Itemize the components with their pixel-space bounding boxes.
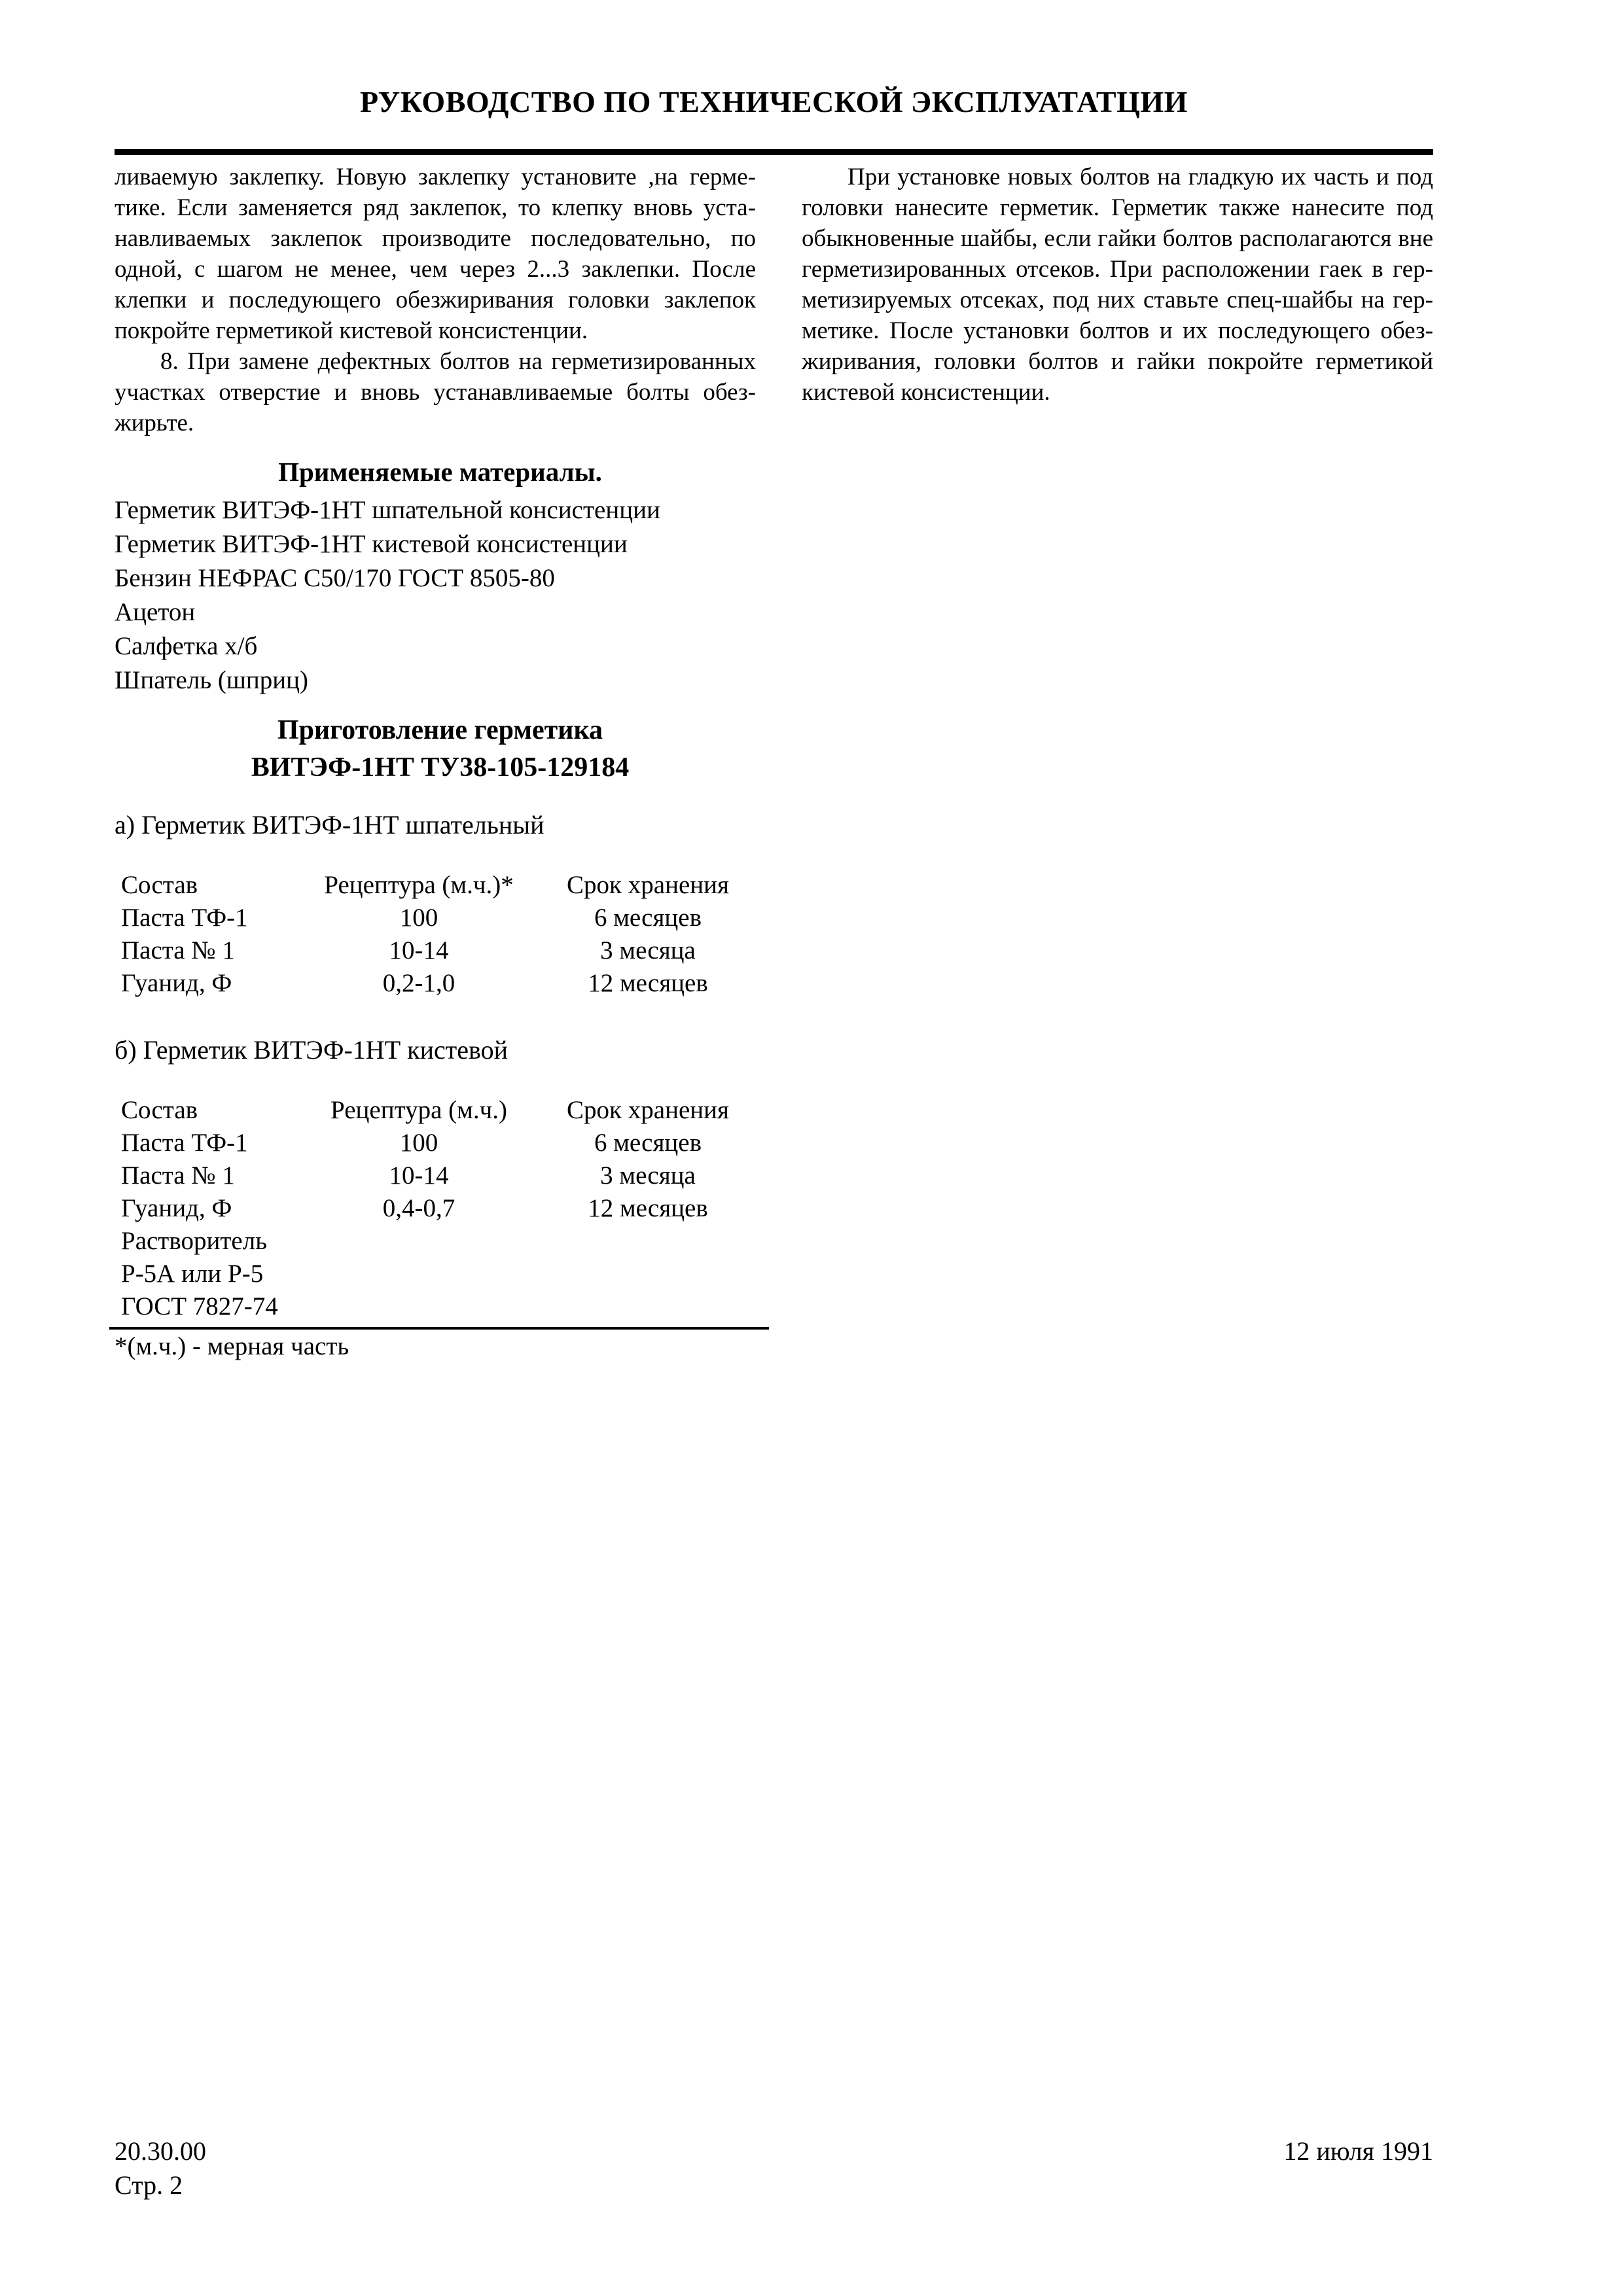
text-line: При установке новых болтов на гладкую их часть и под	[847, 164, 1433, 190]
paragraph-item8	[115, 346, 756, 438]
table-b-header-row	[115, 1094, 766, 1127]
table-cell: Растворитель	[121, 1227, 267, 1255]
table-cell: Гуанид, Ф	[121, 1194, 232, 1222]
page-content	[115, 84, 1433, 1364]
text-line: кистевой консистенции.	[802, 379, 1050, 406]
text-line: Шпатель (шприц)	[115, 666, 308, 694]
text-line: ливаемую заклепку. Новую заклепку установите ,на герме-	[115, 164, 756, 190]
table-cell: Состав	[121, 871, 198, 899]
table-cell: 12 месяцев	[588, 969, 708, 997]
text-line: Ацетон	[115, 598, 196, 626]
text-line: Салфетка х/б	[115, 632, 258, 660]
table-cell: ГОСТ 7827-74	[121, 1292, 278, 1320]
table-cell: Паста № 1	[121, 1161, 235, 1190]
table-b-body	[115, 1127, 766, 1323]
two-column-body	[115, 162, 1433, 438]
text-line: метизируемых отсеках, под них ставьте спец-шайбы на гер-	[802, 287, 1433, 313]
table-row	[115, 1290, 766, 1323]
table-a-header-row	[115, 869, 766, 902]
text-line: Герметик ВИТЭФ-1НТ шпательной консистенции	[115, 496, 660, 524]
text-line: головки нанесите герметик. Герметик также нанесите под	[802, 194, 1433, 221]
preparation-heading-line2: ВИТЭФ-1НТ ТУ38-105-129184	[251, 752, 630, 783]
text-line: навливаемых заклепок производите последовательно, по	[115, 225, 756, 252]
footer-date: 12 июля 1991	[1283, 2136, 1433, 2166]
table-cell: 6 месяцев	[594, 904, 702, 932]
table-row	[115, 1192, 766, 1225]
column-left	[115, 162, 756, 438]
text-line: клепки и последующего обезжиривания головки заклепок	[115, 287, 756, 313]
table-row	[115, 1159, 766, 1192]
table-cell: Рецептура (м.ч.)*	[324, 871, 514, 899]
table-cell: Паста ТФ-1	[121, 1129, 248, 1157]
table-cell: Гуанид, Ф	[121, 969, 232, 997]
table-cell: Паста ТФ-1	[121, 904, 248, 932]
table-variant-b	[115, 1094, 766, 1323]
footer-page-number: Стр. 2	[115, 2170, 183, 2200]
table-cell: 100	[399, 1129, 438, 1157]
table-row	[115, 902, 766, 934]
text-line: жирьте.	[115, 410, 194, 436]
text-line: жиривания, головки болтов и гайки покройте герметикой	[802, 348, 1433, 375]
materials-list	[115, 493, 766, 698]
variant-a-label: а) Герметик ВИТЭФ-1НТ шпательный	[115, 810, 544, 839]
text-line: покройте герметикой кистевой консистенции.	[115, 317, 588, 344]
variant-b-label: б) Герметик ВИТЭФ-1НТ кистевой	[115, 1035, 508, 1065]
table-row	[115, 934, 766, 967]
table-row	[115, 1225, 766, 1258]
text-line: герметизированных отсеков. При расположении гаек в гер-	[802, 256, 1433, 283]
table-cell: Рецептура (м.ч.)	[330, 1096, 507, 1124]
preparation-heading-line1: Приготовление герметика	[277, 715, 603, 745]
table-cell: 10-14	[389, 936, 449, 964]
table-row	[115, 967, 766, 1000]
table-cell: Паста № 1	[121, 936, 235, 964]
page-footer	[115, 2134, 1433, 2202]
table-cell: 0,4-0,7	[382, 1194, 455, 1222]
table-row	[115, 1258, 766, 1290]
paragraph-bolts	[802, 162, 1433, 408]
table-a-body	[115, 902, 766, 1000]
footnote-measure-part: *(м.ч.) - мерная часть	[115, 1332, 349, 1360]
table-cell: 6 месяцев	[594, 1129, 702, 1157]
text-line: обыкновенные шайбы, если гайки болтов располагаются вне	[802, 225, 1433, 252]
table-variant-a	[115, 869, 766, 1000]
header-divider	[115, 149, 1433, 155]
table-cell: 100	[399, 904, 438, 932]
column-right	[802, 162, 1433, 438]
text-line: 8. При замене дефектных болтов на герметизированных	[160, 348, 756, 375]
table-cell: 10-14	[389, 1161, 449, 1190]
footer-row	[115, 2134, 1433, 2168]
table-cell: Состав	[121, 1096, 198, 1124]
table-cell: 12 месяцев	[588, 1194, 708, 1222]
text-line: одной, с шагом не менее, чем через 2...3 заклепки. После	[115, 256, 756, 283]
table-cell: 0,2-1,0	[382, 969, 455, 997]
text-line: участках отверстие и вновь устанавливаемые болты обез-	[115, 379, 756, 406]
table-cell	[527, 1225, 769, 1258]
table-cell	[527, 1290, 769, 1323]
footer-doc-number: 20.30.00	[115, 2136, 206, 2166]
table-cell: 3 месяца	[600, 936, 696, 964]
preparation-heading	[115, 712, 766, 786]
materials-heading: Применяемые материалы.	[278, 457, 602, 487]
text-line: метике. После установки болтов и их последующего обез-	[802, 317, 1433, 344]
text-line: тике. Если заменяется ряд заклепок, то клепку вновь уста-	[115, 194, 756, 221]
paragraph-rivets	[115, 162, 756, 346]
table-cell: 3 месяца	[600, 1161, 696, 1190]
table-cell: Р-5А или Р-5	[121, 1260, 264, 1288]
table-cell	[527, 1258, 769, 1290]
text-line: Герметик ВИТЭФ-1НТ кистевой консистенции	[115, 530, 628, 558]
table-cell	[311, 1258, 527, 1290]
table-cell	[311, 1225, 527, 1258]
table-cell	[311, 1290, 527, 1323]
materials-section	[115, 455, 766, 1364]
table-cell: Срок хранения	[567, 1096, 729, 1124]
table-cell: Срок хранения	[567, 871, 729, 899]
table-row	[115, 1127, 766, 1159]
page-title: РУКОВОДСТВО ПО ТЕХНИЧЕСКОЙ ЭКСПЛУАТАТЦИИ	[360, 85, 1188, 118]
text-line: Бензин НЕФРАС С50/170 ГОСТ 8505-80	[115, 564, 555, 592]
